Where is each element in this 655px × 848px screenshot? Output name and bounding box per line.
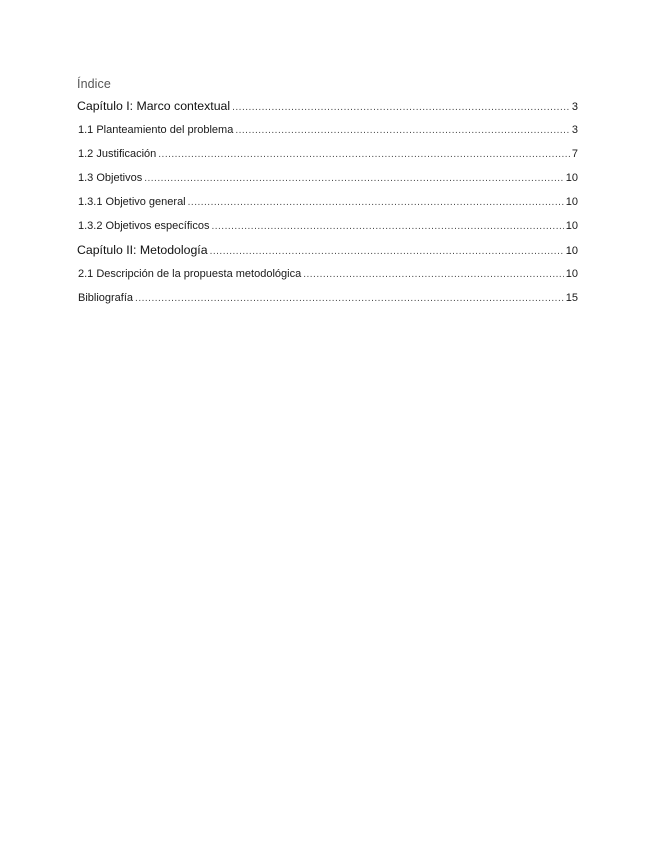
toc-entry[interactable] [77, 286, 578, 310]
toc-entry[interactable] [77, 118, 578, 142]
toc-dot-leader [211, 215, 563, 238]
toc-dot-leader [210, 240, 564, 262]
toc-entry[interactable] [77, 262, 578, 286]
toc-entry[interactable] [77, 238, 578, 262]
toc-list [77, 94, 578, 310]
toc-entry[interactable] [77, 142, 578, 166]
toc-entry-label: 1.3.1 Objetivo general [78, 196, 186, 208]
toc-entry-label: 1.1 Planteamiento del problema [78, 124, 234, 136]
toc-entry-page-number: 10 [565, 268, 578, 280]
toc-entry-page-number: 10 [565, 172, 578, 184]
toc-dot-leader [158, 143, 570, 166]
toc-dot-leader [144, 167, 564, 190]
toc-entry[interactable] [77, 94, 578, 118]
toc-dot-leader [232, 96, 570, 118]
toc-dot-leader [235, 119, 570, 142]
toc-entry-page-number: 10 [565, 196, 578, 208]
toc-entry-page-number: 10 [565, 220, 578, 232]
toc-entry-label: 1.2 Justificación [78, 148, 157, 160]
toc-title: Índice [77, 77, 111, 91]
toc-entry-label: Capítulo I: Marco contextual [77, 99, 231, 113]
toc-entry-label: 1.3 Objetivos [78, 172, 143, 184]
toc-entry[interactable] [77, 190, 578, 214]
toc-entry-label: 2.1 Descripción de la propuesta metodológica [78, 268, 302, 280]
toc-entry-page-number: 15 [565, 292, 578, 304]
toc-entry-page-number: 3 [571, 101, 578, 113]
toc-entry-label: 1.3.2 Objetivos específicos [78, 220, 210, 232]
toc-entry-page-number: 3 [571, 124, 578, 136]
toc-entry[interactable] [77, 214, 578, 238]
toc-entry-page-number: 7 [571, 148, 578, 160]
toc-entry-label: Capítulo II: Metodología [77, 243, 208, 257]
toc-entry[interactable] [77, 166, 578, 190]
table-of-contents [77, 74, 578, 310]
toc-entry-page-number: 10 [565, 245, 578, 257]
toc-dot-leader [188, 191, 564, 214]
toc-entry-label: Bibliografía [78, 292, 134, 304]
toc-dot-leader [303, 263, 564, 286]
toc-dot-leader [135, 287, 564, 310]
